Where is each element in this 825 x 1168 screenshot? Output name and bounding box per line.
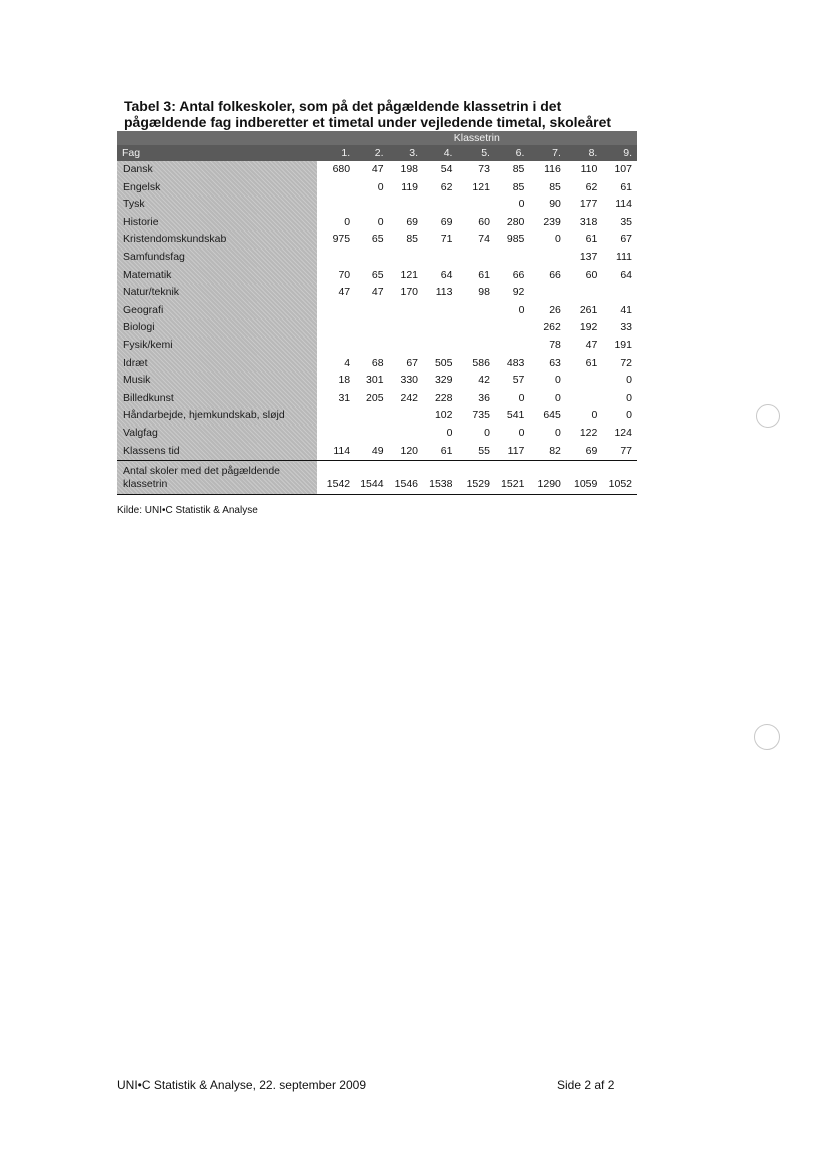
table-row [117,390,637,408]
subject-cell: Samfundsfag [117,249,317,267]
value-cell: 62 [440,180,453,193]
subject-cell: Natur/teknik [117,284,317,302]
subject-cell: Fysik/kemi [117,337,317,355]
value-cell: 68 [371,356,384,369]
value-cell: 60 [585,268,598,281]
table-row [117,214,637,232]
value-cell: 67 [406,356,419,369]
grade-header: 1. [317,145,356,161]
value-cell: 85 [406,233,419,246]
value-cell: 0 [555,374,561,387]
value-cell: 35 [620,215,632,228]
value-cell: 120 [389,443,423,461]
subject-column-header: Fag [117,145,317,161]
value-cell: 0 [555,233,561,246]
value-cell: 47 [585,338,598,351]
value-cell: 18 [338,374,351,387]
value-cell: 586 [472,356,490,369]
value-cell: 82 [529,443,565,461]
value-cell: 66 [512,268,525,281]
source-note: Kilde: UNI•C Statistik & Analyse [117,505,258,516]
value-cell [317,425,356,443]
value-cell: 78 [549,338,561,351]
value-cell: 61 [423,443,457,461]
value-cell [457,249,494,267]
subject-cell: Dansk [117,161,317,179]
value-cell: 63 [549,356,561,369]
value-cell: 0 [484,426,490,439]
subject-cell: Tysk [117,196,317,214]
value-cell: 262 [543,321,561,334]
punch-hole-mark [756,404,780,428]
value-cell: 36 [478,391,490,404]
value-cell: 645 [543,409,561,422]
value-cell: 0 [555,426,561,439]
value-cell [529,284,565,302]
value-cell: 975 [332,233,351,246]
value-cell [423,196,457,214]
subject-cell: Geografi [117,302,317,320]
value-cell: 113 [435,286,453,299]
subject-cell: Billedkunst [117,390,317,408]
value-cell: 242 [400,391,419,404]
value-cell: 31 [338,391,351,404]
value-cell: 47 [371,163,384,175]
value-cell: 92 [512,286,525,299]
value-cell: 26 [549,303,561,316]
value-cell: 228 [434,391,453,404]
total-value-cell: 1059 [566,461,602,495]
value-cell [602,284,637,302]
table-row [117,407,637,425]
value-cell: 62 [585,180,598,193]
value-cell: 137 [579,250,598,263]
value-cell [389,249,423,267]
value-cell [317,407,356,425]
value-cell: 280 [506,215,525,228]
value-cell: 0 [377,180,384,193]
value-cell: 61 [585,356,598,369]
value-cell [423,302,457,320]
value-cell [355,196,388,214]
value-cell: 198 [400,163,419,175]
table-row [117,319,637,337]
table-row [117,425,637,443]
value-cell [457,302,494,320]
value-cell: 114 [317,443,356,461]
value-cell: 680 [332,163,351,175]
total-value-cell: 1538 [423,461,457,495]
total-value-cell: 1542 [317,461,356,495]
value-cell: 65 [371,233,384,246]
subject-cell: Biologi [117,319,317,337]
value-cell [317,302,356,320]
value-cell [355,249,388,267]
value-cell: 985 [506,233,525,246]
value-cell [317,319,356,337]
value-cell [566,390,602,408]
subject-cell: Håndarbejde, hjemkundskab, sløjd [117,407,317,425]
value-cell: 111 [616,250,632,263]
value-cell [495,319,529,337]
table-row [117,355,637,373]
value-cell: 0 [626,409,632,422]
table-row [117,302,637,320]
value-cell [457,319,494,337]
total-value-cell: 1052 [602,461,637,495]
value-cell: 61 [478,268,490,281]
table-row [117,284,637,302]
value-cell: 0 [377,215,384,228]
value-cell: 69 [406,215,419,228]
value-cell: 98 [478,286,490,299]
value-cell: 735 [472,409,490,422]
table-row [117,372,637,390]
value-cell: 107 [614,163,632,175]
value-cell: 61 [585,233,598,246]
value-cell: 85 [512,163,525,175]
grade-header: 4. [423,145,457,161]
value-cell [389,407,423,425]
total-value-cell: 1546 [389,461,423,495]
value-cell: 329 [434,374,453,387]
value-cell [317,249,356,267]
grade-group-header: Klassetrin [317,131,637,145]
value-cell [317,196,356,214]
value-cell: 0 [518,198,525,211]
subject-cell: Idræt [117,355,317,373]
value-cell: 41 [620,303,632,316]
value-cell: 49 [355,443,388,461]
total-value-cell: 1521 [495,461,529,495]
value-cell [423,337,457,355]
total-value-cell: 1544 [355,461,388,495]
table-row [117,161,637,179]
value-cell: 116 [544,163,561,175]
value-cell: 483 [506,356,525,369]
value-cell [566,372,602,390]
value-cell: 330 [400,374,419,387]
value-cell: 47 [338,286,351,299]
value-cell [389,196,423,214]
table-row [117,231,637,249]
value-cell: 239 [543,215,561,228]
value-cell: 74 [478,233,490,246]
value-cell: 66 [549,268,561,281]
value-cell: 61 [620,180,632,193]
subject-cell: Klassens tid [117,443,317,461]
value-cell: 117 [495,443,529,461]
value-cell: 114 [615,198,632,211]
value-cell: 54 [440,163,453,175]
subject-cell: Valgfag [117,425,317,443]
table-row [117,196,637,214]
value-cell: 73 [478,163,490,175]
grade-header: 8. [566,145,602,161]
value-cell: 121 [472,180,490,193]
value-cell: 85 [512,180,525,193]
table-row [117,249,637,267]
value-cell: 4 [344,356,351,369]
value-cell: 205 [366,391,384,404]
value-cell [457,196,494,214]
grade-header: 7. [529,145,565,161]
value-cell [355,407,388,425]
value-cell [317,179,356,197]
subject-cell: Historie [117,214,317,232]
value-cell [389,319,423,337]
value-cell: 0 [626,374,632,387]
value-cell: 0 [518,391,525,404]
grade-header: 3. [389,145,423,161]
value-cell: 191 [614,338,632,351]
value-cell: 0 [626,391,632,404]
value-cell: 65 [371,268,384,281]
total-label-cell: Antal skoler med det pågældende klassetrin [117,461,317,495]
data-table [117,131,637,495]
subject-cell: Matematik [117,267,317,285]
value-cell [355,319,388,337]
subject-cell: Engelsk [117,179,317,197]
grade-header: 6. [495,145,529,161]
value-cell: 71 [440,233,453,246]
value-cell [423,249,457,267]
value-cell: 0 [555,391,561,404]
value-cell: 301 [366,374,384,387]
value-cell [317,337,356,355]
subject-cell: Musik [117,372,317,390]
total-value-cell: 1529 [457,461,494,495]
value-cell: 33 [620,321,632,334]
value-cell: 505 [434,356,453,369]
table-title: Tabel 3: Antal folkeskoler, som på det pågældende klassetrin i det pågældende fag indberetter et timetal under vejledende timetal, skoleåret [124,98,612,130]
value-cell [457,337,494,355]
value-cell [355,425,388,443]
value-cell: 69 [566,443,602,461]
value-cell [355,337,388,355]
value-cell: 69 [440,215,453,228]
value-cell: 0 [446,426,453,439]
value-cell: 57 [512,374,525,387]
total-value-cell: 1290 [529,461,565,495]
value-cell [423,319,457,337]
value-cell: 192 [579,321,598,334]
value-cell: 67 [620,233,632,246]
grade-header: 5. [457,145,494,161]
value-cell [355,302,388,320]
value-cell: 110 [580,163,598,175]
value-cell: 122 [579,426,598,439]
value-cell [566,284,602,302]
value-cell: 64 [440,268,453,281]
total-row [117,461,637,495]
value-cell [389,337,423,355]
value-cell: 124 [614,426,632,439]
footer-publisher-date: UNI•C Statistik & Analyse, 22. september 2009 [117,1078,366,1092]
grade-header: 9. [602,145,637,161]
table-row [117,267,637,285]
table-row [117,337,637,355]
grade-header: 2. [355,145,388,161]
value-cell [389,425,423,443]
value-cell: 77 [602,443,637,461]
value-cell: 541 [506,409,525,422]
value-cell: 47 [371,286,384,299]
value-cell: 72 [620,356,632,369]
subject-cell: Kristendomskundskab [117,231,317,249]
value-cell: 42 [478,374,490,387]
value-cell: 60 [478,215,490,228]
value-cell: 70 [338,268,351,281]
value-cell: 318 [579,215,598,228]
value-cell: 55 [457,443,494,461]
value-cell: 90 [549,198,561,211]
value-cell [495,337,529,355]
footer-page-number: Side 2 af 2 [557,1078,615,1092]
value-cell: 170 [400,286,419,299]
column-header-row [117,145,637,161]
table-row [117,443,637,461]
table-body [117,161,637,495]
value-cell: 0 [518,303,525,316]
value-cell: 177 [579,198,598,211]
punch-hole-mark [754,724,780,750]
header-blank [117,131,317,145]
value-cell: 0 [591,409,598,422]
value-cell: 85 [549,180,561,193]
value-cell [529,249,565,267]
value-cell [389,302,423,320]
value-cell: 119 [401,180,419,193]
value-cell: 0 [518,426,525,439]
value-cell: 102 [434,409,453,422]
table-row [117,179,637,197]
group-header-row [117,131,637,145]
value-cell: 261 [579,303,598,316]
value-cell: 121 [400,268,419,281]
value-cell: 64 [620,268,632,281]
value-cell [495,249,529,267]
value-cell: 0 [344,215,351,228]
